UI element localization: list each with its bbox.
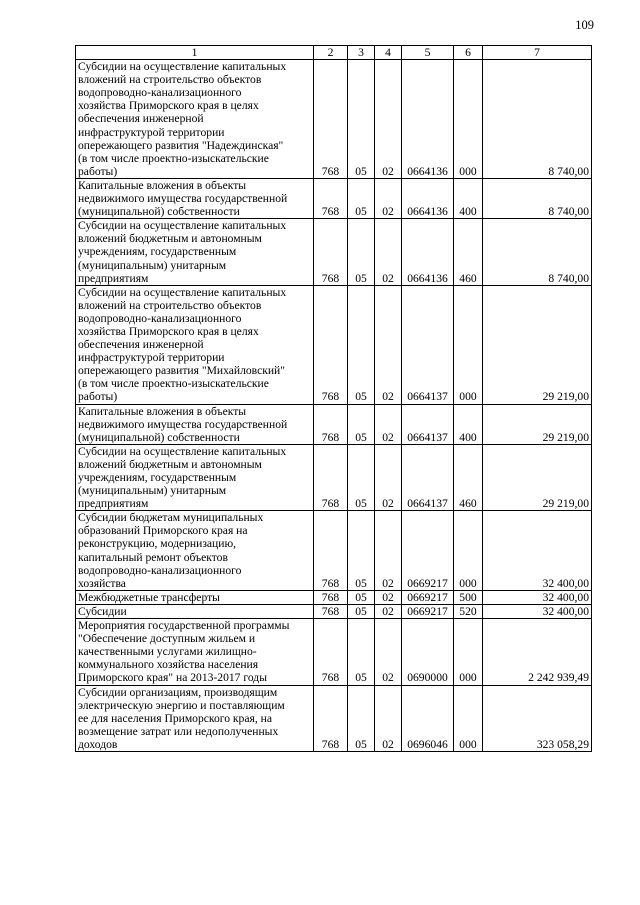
header-col-2: 2: [314, 46, 348, 60]
section-cell: 05: [348, 444, 375, 510]
table-row: [76, 60, 592, 179]
table-row: [76, 511, 592, 591]
item-name-line: (муниципальным) унитарным: [78, 258, 227, 272]
target-article-cell: 0664136: [402, 60, 454, 179]
ved-cell: 768: [314, 178, 348, 218]
section-cell: 05: [348, 590, 375, 604]
item-name-line: Субсидии на осуществление капитальных: [78, 285, 287, 299]
item-name-line: инфраструктурой территории: [78, 351, 225, 365]
target-article-cell: 0669217: [402, 511, 454, 591]
item-name-cell: [76, 444, 314, 510]
subsection-cell: 02: [375, 404, 402, 444]
header-col-4: 4: [375, 46, 402, 60]
item-name-line: Мероприятия государственной программы: [78, 619, 290, 633]
item-name-line: Субсидии: [78, 604, 127, 618]
item-name-line: Субсидии бюджетам муниципальных: [78, 511, 264, 525]
target-article-cell: 0664136: [402, 219, 454, 285]
amount-cell: 29 219,00: [483, 404, 592, 444]
section-cell: 05: [348, 285, 375, 404]
item-name-line: хозяйства Приморского края в целях: [78, 99, 259, 113]
subsection-cell: 02: [375, 685, 402, 751]
table-body: [76, 60, 592, 752]
amount-cell: 32 400,00: [483, 590, 592, 604]
item-name-line: инфраструктурой территории: [78, 125, 225, 139]
item-name-line: Межбюджетные трансферты: [78, 590, 220, 604]
item-name-cell: [76, 511, 314, 591]
item-name-line: электрическую энергию и поставляющим: [78, 698, 285, 712]
item-name-line: хозяйства Приморского края в целях: [78, 324, 259, 338]
amount-cell: 29 219,00: [483, 444, 592, 510]
item-name-cell: [76, 619, 314, 685]
section-cell: 05: [348, 511, 375, 591]
expense-type-cell: 000: [454, 60, 483, 179]
table-row: [76, 685, 592, 751]
item-name-line: капитальный ремонт объектов: [78, 550, 228, 564]
expense-type-cell: 500: [454, 590, 483, 604]
item-name-line: недвижимого имущества государственной: [78, 192, 288, 206]
item-name-cell: [76, 604, 314, 618]
item-name-line: (муниципальной) собственности: [78, 205, 240, 219]
item-name-line: вложений бюджетным и автономным: [78, 457, 262, 471]
item-name-cell: [76, 590, 314, 604]
item-name-line: (в том числе проектно-изыскательские: [78, 151, 269, 165]
section-cell: 05: [348, 604, 375, 618]
amount-cell: 8 740,00: [483, 60, 592, 179]
item-name-line: (муниципальной) собственности: [78, 430, 240, 444]
table-row: [76, 285, 592, 404]
item-name-line: хозяйства: [78, 576, 126, 590]
ved-cell: 768: [314, 604, 348, 618]
item-name-line: возмещение затрат или недополученных: [78, 724, 279, 738]
header-col-6: 6: [454, 46, 483, 60]
target-article-cell: 0664137: [402, 285, 454, 404]
item-name-line: учреждениям, государственным: [78, 245, 237, 259]
table-row: [76, 444, 592, 510]
header-col-7: 7: [483, 46, 592, 60]
amount-cell: 32 400,00: [483, 604, 592, 618]
section-cell: 05: [348, 60, 375, 179]
subsection-cell: 02: [375, 511, 402, 591]
section-cell: 05: [348, 404, 375, 444]
subsection-cell: 02: [375, 178, 402, 218]
table-row: [76, 604, 592, 618]
subsection-cell: 02: [375, 590, 402, 604]
item-name-line: опережающего развития "Надеждинская": [78, 138, 284, 152]
amount-cell: 32 400,00: [483, 511, 592, 591]
expense-type-cell: 460: [454, 219, 483, 285]
section-cell: 05: [348, 619, 375, 685]
target-article-cell: 0669217: [402, 604, 454, 618]
subsection-cell: 02: [375, 444, 402, 510]
item-name-cell: [76, 685, 314, 751]
amount-cell: 8 740,00: [483, 219, 592, 285]
item-name-line: реконструкцию, модернизацию,: [78, 537, 237, 551]
item-name-line: Субсидии на осуществление капитальных: [78, 219, 287, 233]
page-number: 109: [575, 18, 594, 32]
target-article-cell: 0669217: [402, 590, 454, 604]
item-name-line: учреждениям, государственным: [78, 471, 237, 484]
item-name-line: предприятиям: [78, 497, 149, 511]
expense-type-cell: 000: [454, 285, 483, 404]
item-name-line: (в том числе проектно-изыскательские: [78, 377, 269, 391]
item-name-line: коммунального хозяйства населения: [78, 658, 259, 672]
expense-type-cell: 400: [454, 404, 483, 444]
amount-cell: 2 242 939,49: [483, 619, 592, 685]
item-name-line: Приморского края" на 2013-2017 годы: [78, 671, 267, 685]
item-name-line: водопроводно-канализационного: [78, 86, 242, 100]
table-row: [76, 219, 592, 285]
ved-cell: 768: [314, 219, 348, 285]
item-name-line: недвижимого имущества государственной: [78, 417, 288, 431]
table-row: [76, 178, 592, 218]
item-name-line: Субсидии организациям, производящим: [78, 685, 278, 699]
table-row: [76, 590, 592, 604]
subsection-cell: 02: [375, 219, 402, 285]
target-article-cell: 0664137: [402, 404, 454, 444]
expense-type-cell: 400: [454, 178, 483, 218]
item-name-line: водопроводно-канализационного: [78, 563, 242, 577]
item-name-line: обеспечения инженерной: [78, 338, 204, 352]
item-name-line: вложений на строительство объектов: [78, 73, 262, 87]
section-cell: 05: [348, 178, 375, 218]
header-row: [76, 46, 592, 60]
item-name-line: доходов: [78, 737, 118, 751]
ved-cell: 768: [314, 619, 348, 685]
item-name-line: работы): [78, 390, 118, 404]
section-cell: 05: [348, 685, 375, 751]
item-name-line: опережающего развития "Михайловский": [78, 364, 285, 378]
item-name-cell: [76, 285, 314, 404]
item-name-line: работы): [78, 164, 118, 178]
item-name-line: ее для населения Приморского края, на: [78, 711, 272, 725]
item-name-line: образований Приморского края на: [78, 524, 248, 538]
ved-cell: 768: [314, 444, 348, 510]
subsection-cell: 02: [375, 60, 402, 179]
expense-type-cell: 000: [454, 685, 483, 751]
item-name-line: вложений на строительство объектов: [78, 298, 262, 312]
expense-type-cell: 520: [454, 604, 483, 618]
item-name-line: (муниципальным) унитарным: [78, 484, 227, 498]
header-col-3: 3: [348, 46, 375, 60]
header-col-1: 1: [76, 46, 314, 60]
target-article-cell: 0664137: [402, 444, 454, 510]
table-row: [76, 619, 592, 685]
amount-cell: 323 058,29: [483, 685, 592, 751]
item-name-line: Субсидии на осуществление капитальных: [78, 444, 287, 458]
ved-cell: 768: [314, 404, 348, 444]
item-name-cell: [76, 219, 314, 285]
expense-type-cell: 000: [454, 511, 483, 591]
target-article-cell: 0696046: [402, 685, 454, 751]
header-col-5: 5: [402, 46, 454, 60]
item-name-line: обеспечения инженерной: [78, 112, 204, 126]
table-header: [76, 46, 592, 60]
ved-cell: 768: [314, 685, 348, 751]
subsection-cell: 02: [375, 604, 402, 618]
ved-cell: 768: [314, 285, 348, 404]
section-cell: 05: [348, 219, 375, 285]
ved-cell: 768: [314, 590, 348, 604]
item-name-line: качественными услугами жилищно-: [78, 645, 257, 659]
item-name-line: вложений бюджетным и автономным: [78, 232, 262, 246]
item-name-line: Капитальные вложения в объекты: [78, 178, 247, 192]
item-name-line: водопроводно-канализационного: [78, 311, 242, 325]
expense-type-cell: 460: [454, 444, 483, 510]
ved-cell: 768: [314, 511, 348, 591]
ved-cell: 768: [314, 60, 348, 179]
item-name-cell: [76, 178, 314, 218]
item-name-line: Капитальные вложения в объекты: [78, 404, 247, 418]
budget-table: [75, 45, 592, 752]
expense-type-cell: 000: [454, 619, 483, 685]
amount-cell: 8 740,00: [483, 178, 592, 218]
target-article-cell: 0664136: [402, 178, 454, 218]
item-name-line: Субсидии на осуществление капитальных: [78, 60, 287, 74]
item-name-cell: [76, 404, 314, 444]
subsection-cell: 02: [375, 619, 402, 685]
item-name-line: "Обеспечение доступным жильем и: [78, 632, 256, 646]
subsection-cell: 02: [375, 285, 402, 404]
item-name-cell: [76, 60, 314, 179]
amount-cell: 29 219,00: [483, 285, 592, 404]
table-row: [76, 404, 592, 444]
item-name-line: предприятиям: [78, 271, 149, 285]
target-article-cell: 0690000: [402, 619, 454, 685]
